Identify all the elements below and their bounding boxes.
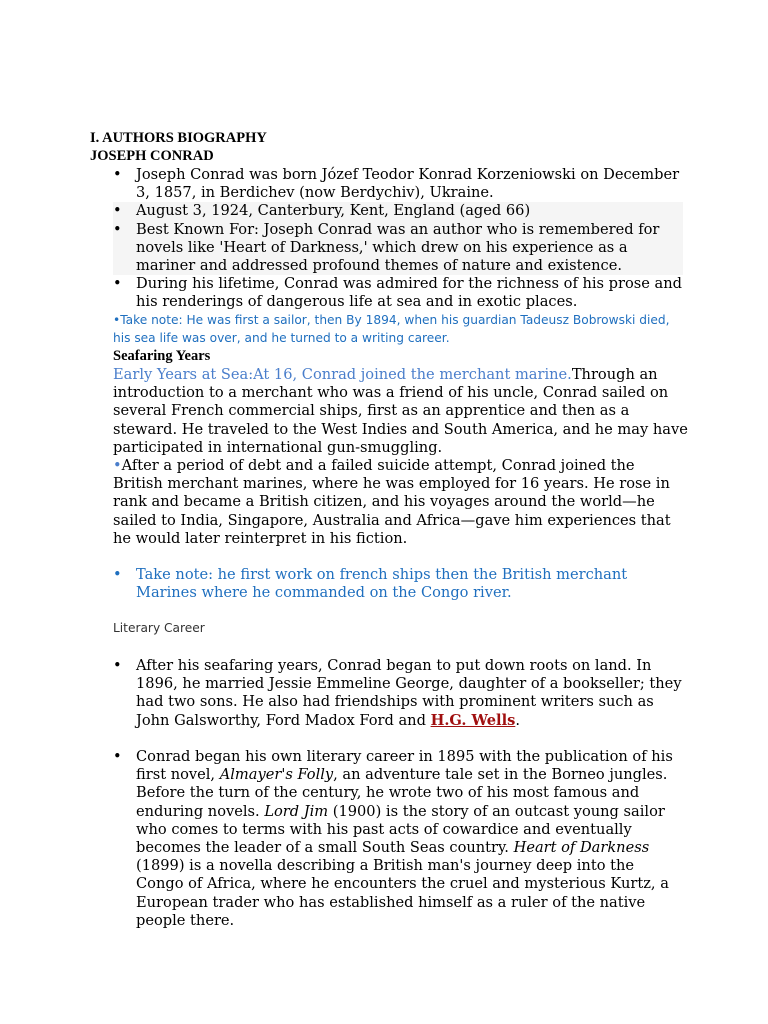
author-name-heading: JOSEPH CONRAD	[90, 148, 214, 164]
career-text-c: (1900) is the story of an outcast young sailor who comes to terms with his past acts of cowardice and eventually becomes the leader of a small South Seas country.	[136, 802, 665, 857]
literary-item-career	[113, 748, 683, 930]
career-text-d: (1899) is a novella describing a British man's journey deep into the Congo of Africa, where he encounters the cruel and mysterious Kurtz, a European trader who has established himself as a ruler of the native people there.	[136, 857, 669, 929]
career-text-b: , an adventure tale set in the Borneo jungles. Before the turn of the century, he wrote two of his most famous and enduring novels.	[136, 766, 668, 820]
bullet: •	[113, 202, 122, 220]
bullet: •	[113, 166, 122, 183]
bio-item-birth	[113, 166, 683, 202]
almayers-folly-title: Almayer's Folly	[219, 766, 334, 784]
heart-of-darkness-title: Heart of Darkness	[513, 839, 650, 857]
bio-item-text: Best Known For: Joseph Conrad was an author who is remembered for novels like 'Heart of Darkness,' which drew on his experience as a mariner and addressed profound themes of nature and existence.	[136, 220, 660, 275]
seafaring-note-list	[113, 566, 683, 602]
take-note-ships-text: Take note: he first work on french ships then the British merchant Marines where he commanded on the Congo river.	[136, 566, 628, 602]
bullet: •	[113, 748, 122, 765]
literary-list-2	[113, 748, 683, 930]
literary-list-1	[113, 657, 683, 730]
section-heading: I. AUTHORS BIOGRAPHY	[90, 130, 267, 146]
bio-item-lifetime	[113, 275, 683, 311]
bullet: •	[113, 220, 122, 238]
seafaring-heading: Seafaring Years	[113, 348, 211, 364]
literary-career-heading: Literary Career	[113, 621, 205, 635]
bio-item-known-for	[113, 221, 683, 276]
bullet: •	[113, 657, 122, 674]
bullet: •	[113, 275, 122, 293]
seafaring-paragraph	[113, 366, 688, 548]
merchant-marines-text: After a period of debt and a failed suicide attempt, Conrad joined the British merchant marines, where he was employed for 16 years. He rose in rank and became a British citizen, and his voyages around the world—he sailed to India, Singapore, Australia and Africa—gave him experiences that he would later reinterpret in his fiction.	[113, 457, 671, 547]
bullet: •	[113, 566, 122, 583]
literary-item-marriage	[113, 657, 683, 730]
marriage-text: After his seafaring years, Conrad began to put down roots on land. In 1896, he married Jessie Emmeline George, daughter of a bookseller; they had two sons. He also had friendships with prominent writers such as John Galsworthy, Ford Madox Ford and	[136, 657, 682, 729]
early-years-text: Through an introduction to a merchant who was a friend of his uncle, Conrad sailed on several French commercial ships, first as an apprentice and then as a steward. He traveled to the West Indies and South America, and he may have participated in international gun-smuggling.	[113, 366, 688, 456]
take-note-ships	[113, 566, 683, 602]
bio-item-text: During his lifetime, Conrad was admired for the richness of his prose and his renderings of dangerous life at sea and in exotic places.	[136, 275, 682, 311]
bio-list	[113, 166, 683, 312]
bio-item-text: Joseph Conrad was born Józef Teodor Konrad Korzeniowski on December 3, 1857, in Berdichev (now Berdychiv), Ukraine.	[136, 166, 680, 202]
bio-item-text: August 3, 1924, Canterbury, Kent, England (aged 66)	[136, 202, 531, 220]
early-years-lead: Early Years at Sea:At 16, Conrad joined the merchant marine.	[113, 366, 572, 383]
take-note-sailor: •Take note: He was first a sailor, then By 1894, when his guardian Tadeusz Bobrowski died, his sea life was over, and he turned to a writing career.	[113, 313, 670, 346]
hg-wells-link[interactable]: H.G. Wells	[430, 711, 516, 729]
bio-item-death	[113, 202, 683, 220]
lord-jim-title: Lord Jim	[264, 802, 329, 820]
career-text-a: Conrad began his own literary career in 1895 with the publication of his first novel,	[136, 748, 673, 784]
sentence-end: .	[515, 711, 520, 729]
paragraph-dot: •	[113, 457, 122, 475]
